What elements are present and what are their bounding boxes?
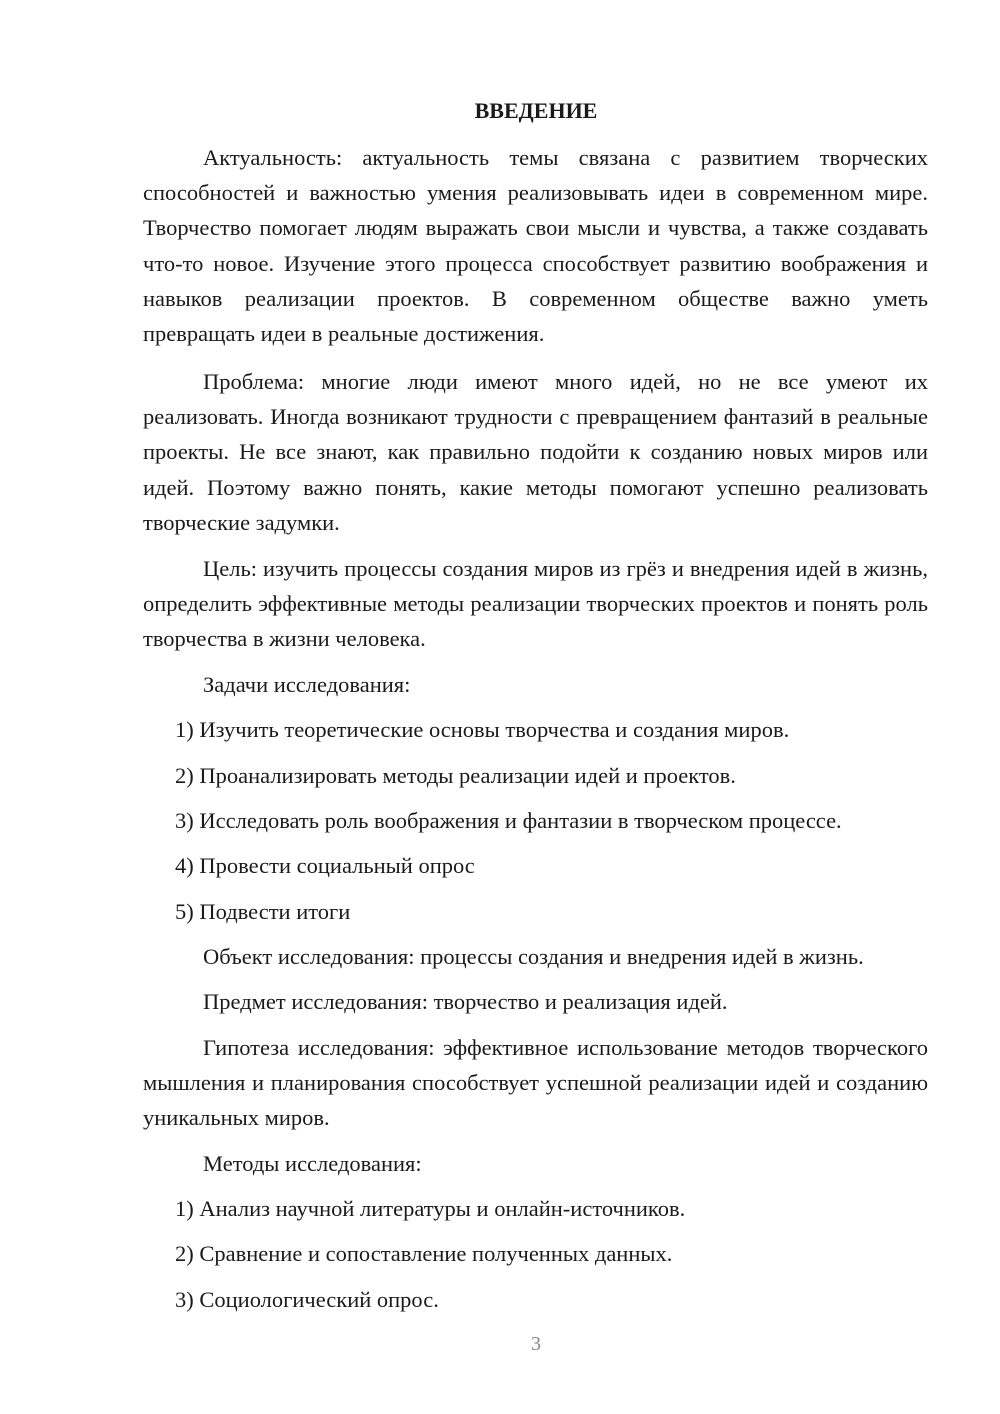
page-number: 3	[531, 1333, 541, 1355]
hypothesis-paragraph: Гипотеза исследования: эффективное использование методов творческого мышления и планирования способствует успешной реализации идей и созданию уникальных миров.	[143, 1035, 928, 1131]
task-item-5: 5) Подвести итоги	[175, 899, 351, 924]
task-item-2: 2) Проанализировать методы реализации идей и проектов.	[175, 763, 736, 788]
research-object: Объект исследования: процессы создания и внедрения идей в жизнь.	[203, 944, 864, 969]
methods-heading: Методы исследования:	[203, 1151, 422, 1176]
relevance-block	[143, 140, 928, 351]
method-item-3: 3) Социологический опрос.	[175, 1287, 439, 1312]
task-item-3: 3) Исследовать роль воображения и фантазии в творческом процессе.	[175, 808, 842, 833]
method-item-2: 2) Сравнение и сопоставление полученных данных.	[175, 1241, 673, 1266]
page-title: ВВЕДЕНИЕ	[474, 98, 598, 123]
research-subject: Предмет исследования: творчество и реализация идей.	[203, 989, 728, 1014]
relevance-paragraph: Актуальность: актуальность темы связана с развитием творческих способностей и важностью умения реализовывать идеи в современном мире. Творчество помогает людям выражать свои мысли и чувства, а также создавать что-то новое. Изучение этого процесса способствует развитию воображения и навыков реализации проектов. В современном обществе важно уметь превращать идеи в реальные достижения.	[143, 145, 928, 347]
hypothesis-block	[143, 1030, 928, 1136]
problem-block	[143, 364, 928, 540]
problem-paragraph: Проблема: многие люди имеют много идей, но не все умеют их реализовать. Иногда возникают трудности с превращением фантазий в реальные проекты. Не все знают, как правильно подойти к созданию новых миров или идей. Поэтому важно понять, какие методы помогают успешно реализовать творческие задумки.	[143, 369, 928, 535]
method-item-1: 1) Анализ научной литературы и онлайн-источников.	[175, 1196, 686, 1221]
task-item-1: 1) Изучить теоретические основы творчества и создания миров.	[175, 717, 790, 742]
goal-paragraph: Цель: изучить процессы создания миров из грёз и внедрения идей в жизнь, определить эффективные методы реализации творческих проектов и понять роль творчества в жизни человека.	[143, 556, 928, 652]
goal-block	[143, 551, 928, 657]
task-item-4: 4) Провести социальный опрос	[175, 853, 475, 878]
tasks-heading: Задачи исследования:	[203, 672, 411, 697]
